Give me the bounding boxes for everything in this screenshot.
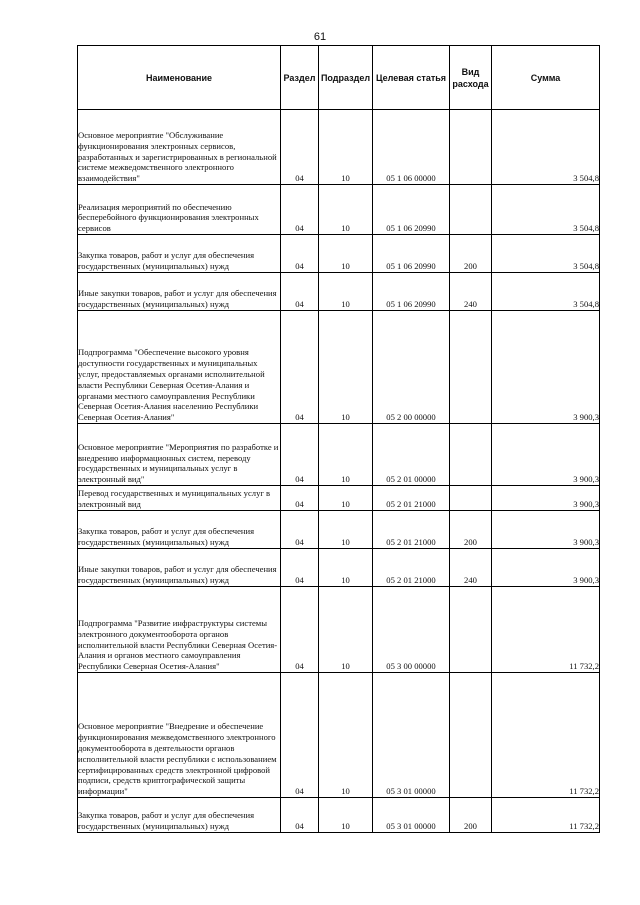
header-expense-type: Вид расхода (450, 46, 492, 110)
table-row (78, 549, 600, 587)
row-section: 04 (281, 549, 319, 587)
row-section: 04 (281, 110, 319, 185)
header-name: Наименование (78, 46, 281, 110)
table-row (78, 311, 600, 424)
row-expense-type (450, 673, 492, 798)
row-target: 05 1 06 20990 (373, 235, 450, 273)
row-amount: 11 732,2 (492, 673, 600, 798)
row-name: Закупка товаров, работ и услуг для обеспечения государственных (муниципальных) нужд (78, 511, 281, 549)
row-expense-type (450, 424, 492, 486)
row-amount: 3 900,3 (492, 424, 600, 486)
row-section: 04 (281, 798, 319, 833)
row-subsection: 10 (319, 511, 373, 549)
table-row (78, 185, 600, 235)
table-row (78, 273, 600, 311)
row-amount: 3 504,8 (492, 110, 600, 185)
row-subsection: 10 (319, 549, 373, 587)
row-subsection: 10 (319, 424, 373, 486)
row-name: Иные закупки товаров, работ и услуг для обеспечения государственных (муниципальных) нужд (78, 273, 281, 311)
row-section: 04 (281, 311, 319, 424)
row-name: Закупка товаров, работ и услуг для обеспечения государственных (муниципальных) нужд (78, 798, 281, 833)
table-row (78, 587, 600, 673)
row-expense-type (450, 587, 492, 673)
row-name: Закупка товаров, работ и услуг для обеспечения государственных (муниципальных) нужд (78, 235, 281, 273)
row-subsection: 10 (319, 235, 373, 273)
row-expense-type: 200 (450, 235, 492, 273)
row-name: Перевод государственных и муниципальных услуг в электронный вид (78, 486, 281, 511)
row-amount: 3 900,3 (492, 311, 600, 424)
row-name: Подпрограмма "Развитие инфраструктуры системы электронного документооборота органов исполнительной власти Республики Северная Осетия-Алания и органов местного самоуправления Республики Северная Осетия-Алания" (78, 587, 281, 673)
table-row (78, 511, 600, 549)
row-section: 04 (281, 673, 319, 798)
row-section: 04 (281, 511, 319, 549)
row-amount: 3 900,3 (492, 549, 600, 587)
row-amount: 3 900,3 (492, 486, 600, 511)
row-subsection: 10 (319, 798, 373, 833)
row-section: 04 (281, 185, 319, 235)
row-target: 05 3 01 00000 (373, 673, 450, 798)
row-name: Реализация мероприятий по обеспечению бесперебойного функционирования электронных сервисов (78, 185, 281, 235)
table-row (78, 798, 600, 833)
row-name: Основное мероприятие "Внедрение и обеспечение функционирования межведомственного электронного документооборота в деятельности органов исполнительной власти республики с использованием сертифицированных средств электронной цифровой подписи, средств криптографической защиты информации" (78, 673, 281, 798)
page-number: 61 (313, 31, 327, 43)
row-name: Основное мероприятие "Обслуживание функционирования электронных сервисов, разработанных и зарегистрированных в региональной системе межведомственного электронного взаимодействия" (78, 110, 281, 185)
table-row (78, 673, 600, 798)
row-amount: 11 732,2 (492, 798, 600, 833)
table-row (78, 424, 600, 486)
row-target: 05 2 01 21000 (373, 486, 450, 511)
header-subsection: Подраздел (319, 46, 373, 110)
row-section: 04 (281, 486, 319, 511)
row-subsection: 10 (319, 311, 373, 424)
row-expense-type: 240 (450, 549, 492, 587)
row-subsection: 10 (319, 185, 373, 235)
row-expense-type: 200 (450, 511, 492, 549)
row-expense-type: 200 (450, 798, 492, 833)
table-header-row (78, 46, 600, 110)
row-subsection: 10 (319, 486, 373, 511)
row-amount: 3 504,8 (492, 185, 600, 235)
row-target: 05 1 06 00000 (373, 110, 450, 185)
row-target: 05 1 06 20990 (373, 273, 450, 311)
row-expense-type (450, 185, 492, 235)
row-section: 04 (281, 424, 319, 486)
header-amount: Сумма (492, 46, 600, 110)
row-amount: 3 504,8 (492, 273, 600, 311)
row-expense-type (450, 311, 492, 424)
row-section: 04 (281, 273, 319, 311)
row-name: Основное мероприятие "Мероприятия по разработке и внедрению информационных систем, переводу государственных и муниципальных услуг в электронный вид" (78, 424, 281, 486)
table-row (78, 110, 600, 185)
row-target: 05 3 00 00000 (373, 587, 450, 673)
row-target: 05 2 01 00000 (373, 424, 450, 486)
header-target: Целевая статья (373, 46, 450, 110)
table-row (78, 235, 600, 273)
header-section: Раздел (281, 46, 319, 110)
row-section: 04 (281, 587, 319, 673)
budget-table (77, 45, 600, 833)
row-target: 05 2 01 21000 (373, 549, 450, 587)
row-subsection: 10 (319, 273, 373, 311)
row-target: 05 2 01 21000 (373, 511, 450, 549)
row-expense-type (450, 486, 492, 511)
row-subsection: 10 (319, 587, 373, 673)
row-target: 05 2 00 00000 (373, 311, 450, 424)
row-amount: 11 732,2 (492, 587, 600, 673)
row-expense-type: 240 (450, 273, 492, 311)
row-target: 05 1 06 20990 (373, 185, 450, 235)
row-target: 05 3 01 00000 (373, 798, 450, 833)
row-name: Подпрограмма "Обеспечение высокого уровня доступности государственных и муниципальных услуг, предоставляемых органами исполнительной власти Республики Северная Осетия-Алания и органами местного самоуправления Республики Северная Осетия-Алания населению Республики Северная Осетия-Алания" (78, 311, 281, 424)
row-amount: 3 900,3 (492, 511, 600, 549)
row-name: Иные закупки товаров, работ и услуг для обеспечения государственных (муниципальных) нужд (78, 549, 281, 587)
row-subsection: 10 (319, 110, 373, 185)
row-expense-type (450, 110, 492, 185)
row-amount: 3 504,8 (492, 235, 600, 273)
row-subsection: 10 (319, 673, 373, 798)
row-section: 04 (281, 235, 319, 273)
table-row (78, 486, 600, 511)
